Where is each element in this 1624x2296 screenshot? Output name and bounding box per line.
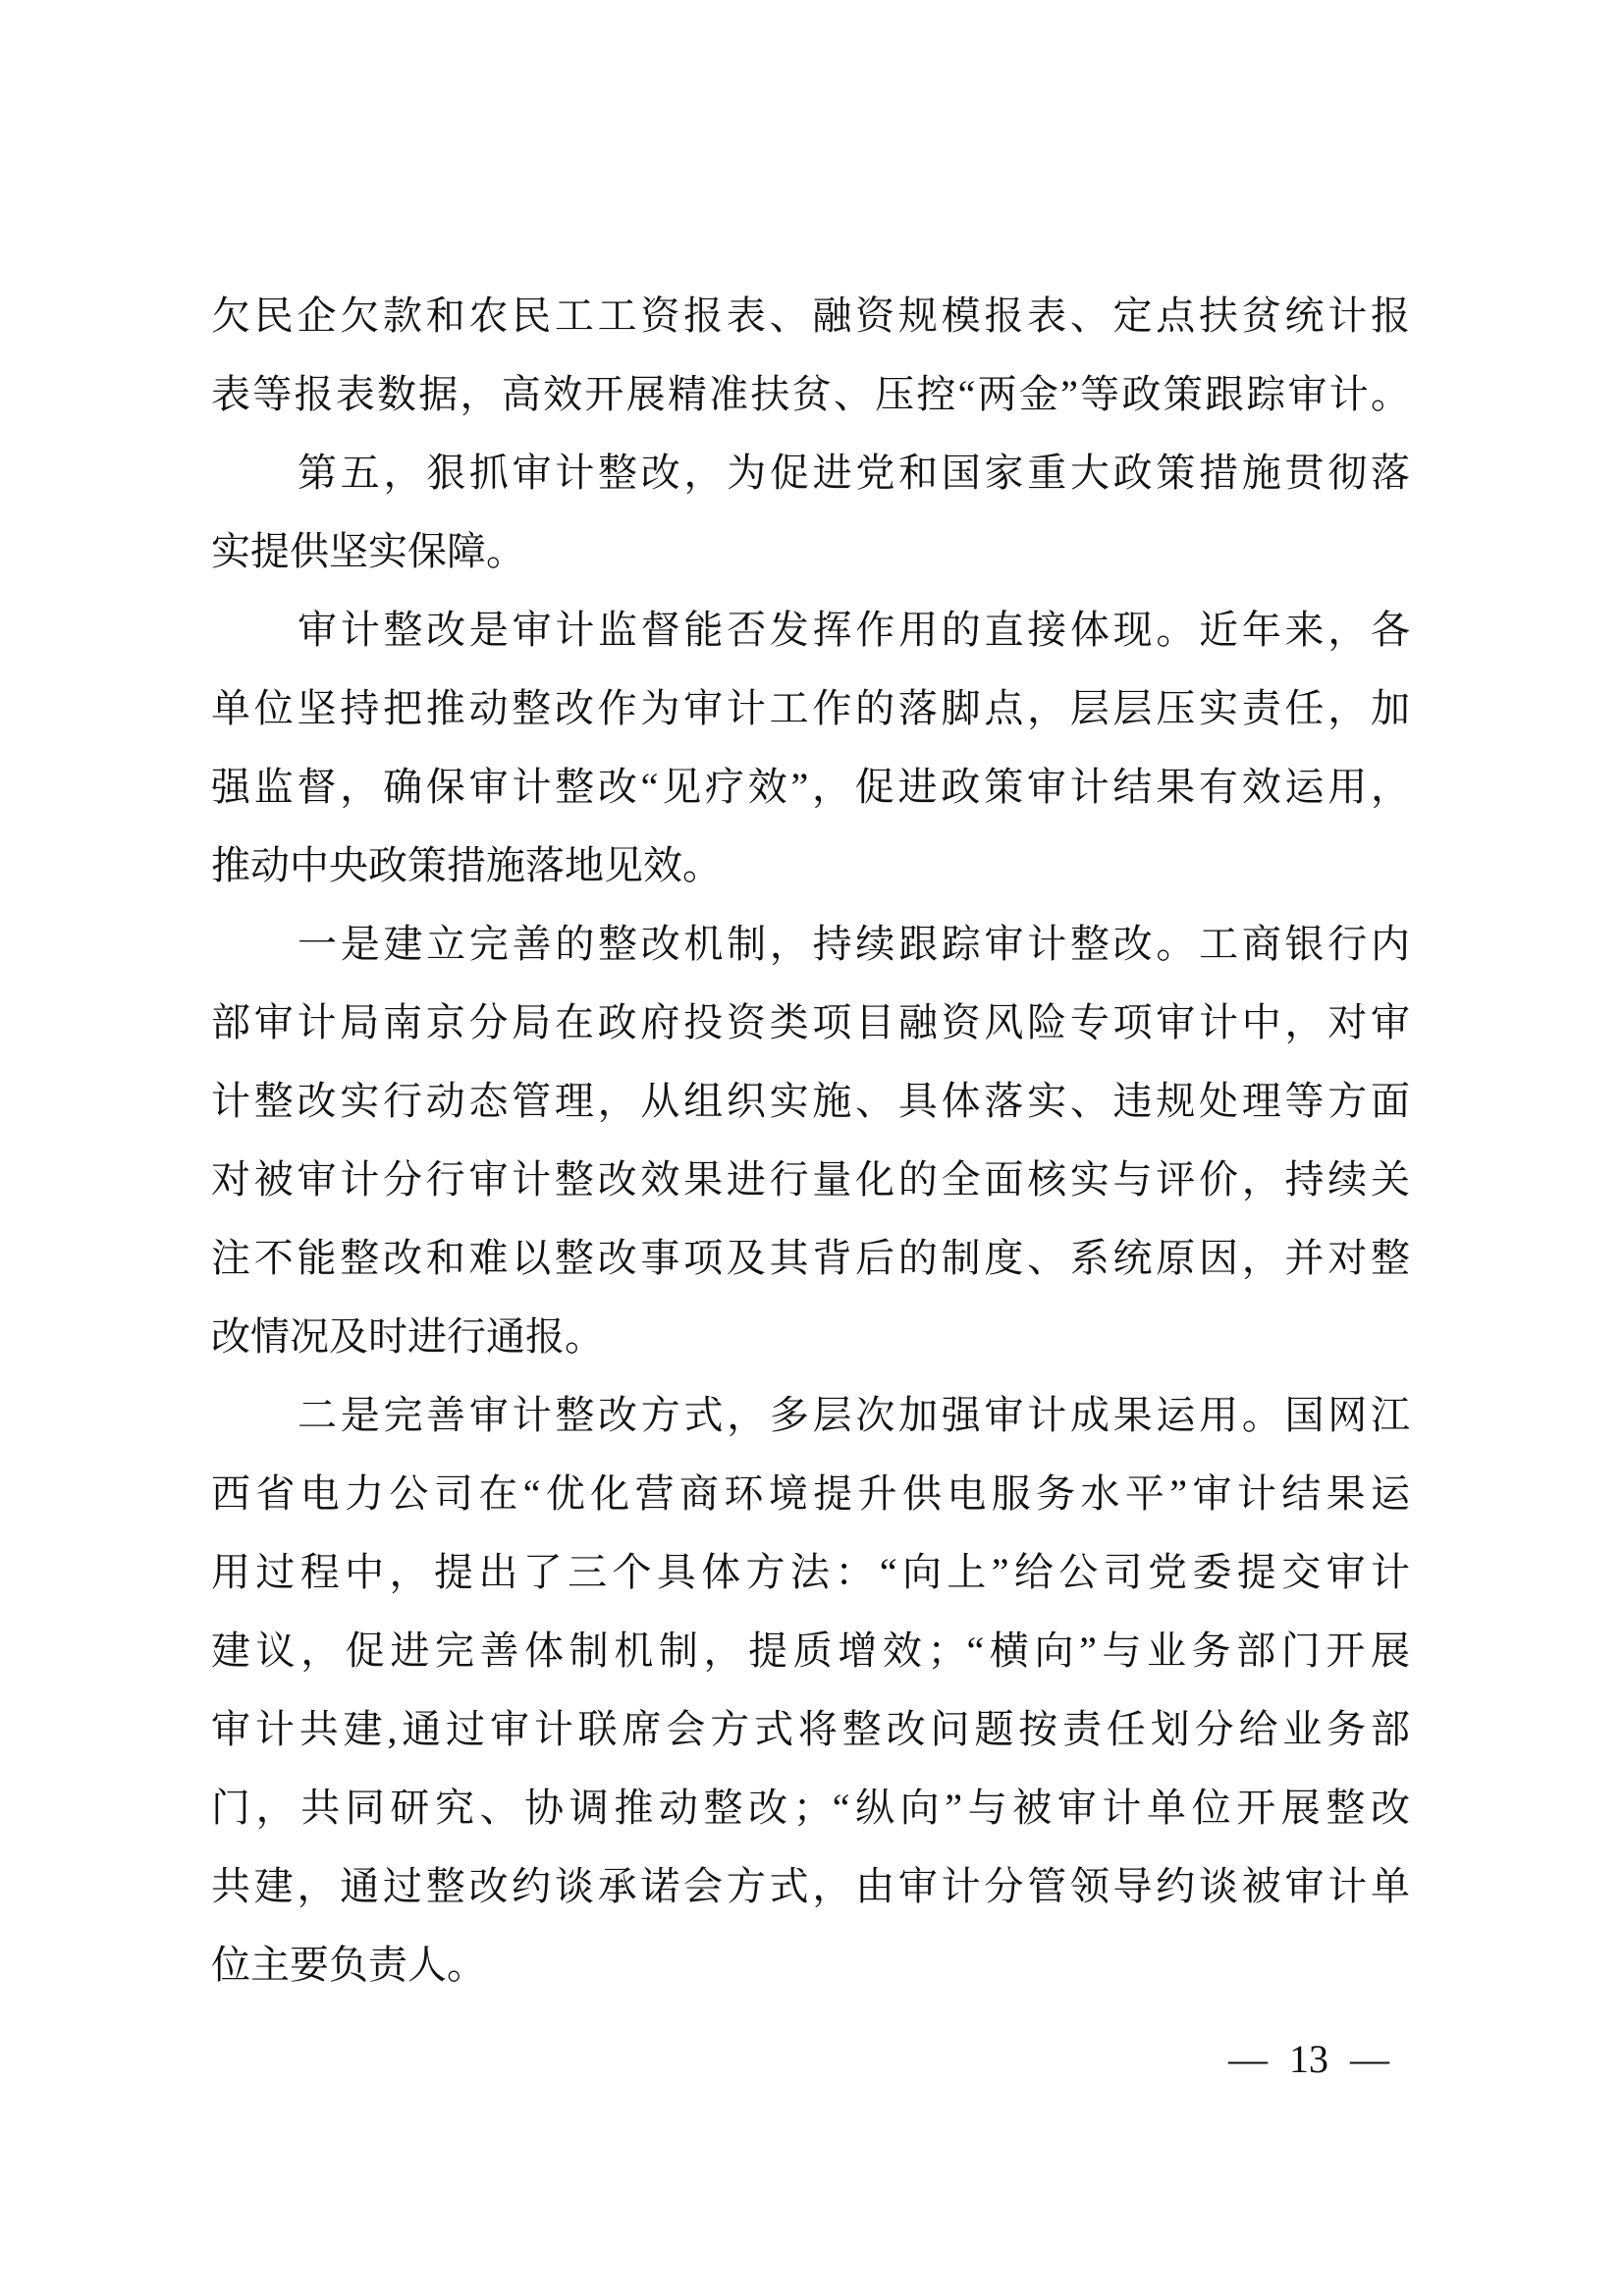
- text-line: 强监督，确保审计整改“见疗效”，促进政策审计结果有效运用，: [211, 765, 1410, 809]
- text-line: 共建，通过整改约谈承诺会方式，由审计分管领导约谈被审计单: [211, 1864, 1410, 1908]
- text-line: 单位坚持把推动整改作为审计工作的落脚点，层层压实责任，加: [211, 686, 1410, 730]
- text-line: 改情况及时进行通报。: [211, 1314, 604, 1359]
- document-body: [211, 277, 1410, 2004]
- page-number: [1228, 2034, 1389, 2085]
- text-line: 二是完善审计整改方式，多层次加强审计成果运用。国网江: [298, 1393, 1410, 1437]
- text-line: 建议，促进完善体制机制，提质增效；“横向”与业务部门开展: [211, 1629, 1410, 1673]
- text-line: 审计共建,通过审计联席会方式将整改问题按责任划分给业务部: [211, 1707, 1410, 1751]
- text-line: 用过程中，提出了三个具体方法：“向上”给公司党委提交审计: [211, 1550, 1410, 1594]
- text-line: 位主要负责人。: [211, 1943, 486, 1987]
- text-line: 推动中央政策措施落地见效。: [211, 843, 722, 887]
- page-number-value: 13: [1289, 2037, 1328, 2081]
- page-number-dash-right: —: [1350, 2037, 1389, 2081]
- text-line: 计整改实行动态管理，从组织实施、具体落实、违规处理等方面: [211, 1079, 1410, 1123]
- text-line: 实提供坚实保障。: [211, 529, 525, 573]
- text-line: 审计整改是审计监督能否发挥作用的直接体现。近年来，各: [298, 608, 1410, 652]
- text-line: 门，共同研究、协调推动整改；“纵向”与被审计单位开展整改: [211, 1786, 1410, 1830]
- text-line: 部审计局南京分局在政府投资类项目融资风险专项审计中，对审: [211, 1000, 1410, 1044]
- text-line: 欠民企欠款和农民工工资报表、融资规模报表、定点扶贫统计报: [211, 294, 1410, 338]
- text-line: 西省电力公司在“优化营商环境提升供电服务水平”审计结果运: [211, 1471, 1410, 1516]
- page-number-dash-left: —: [1228, 2037, 1268, 2081]
- text-line: 表等报表数据，高效开展精准扶贫、压控“两金”等政策跟踪审计。: [211, 372, 1410, 416]
- text-line: 一是建立完善的整改机制，持续跟踪审计整改。工商银行内: [298, 922, 1410, 966]
- text-line: 注不能整改和难以整改事项及其背后的制度、系统原因，并对整: [211, 1236, 1410, 1280]
- text-line: 第五，狠抓审计整改，为促进党和国家重大政策措施贯彻落: [298, 451, 1410, 495]
- text-line: 对被审计分行审计整改效果进行量化的全面核实与评价，持续关: [211, 1157, 1410, 1201]
